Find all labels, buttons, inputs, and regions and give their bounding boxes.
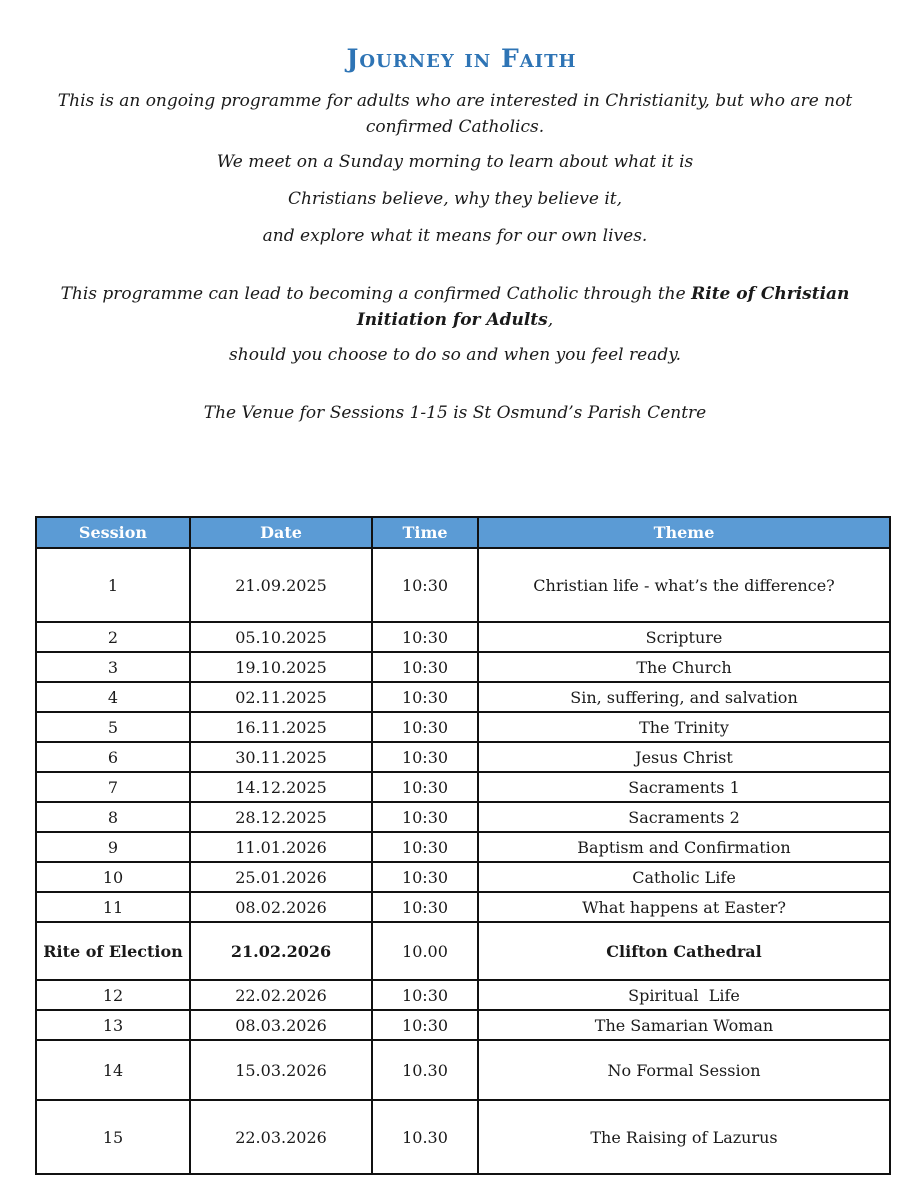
table-row xyxy=(36,652,890,682)
rcia-name: Rite of Christian Initiation for Adults xyxy=(356,284,850,330)
date-cell: 28.12.2025 xyxy=(190,802,372,832)
session-schedule-table xyxy=(35,516,891,1175)
date-cell: 21.09.2025 xyxy=(190,548,372,622)
session-cell: 7 xyxy=(36,772,190,802)
session-cell: 6 xyxy=(36,742,190,772)
theme-cell: Baptism and Confirmation xyxy=(478,832,890,862)
header-theme: Theme xyxy=(478,517,890,548)
time-cell: 10.30 xyxy=(372,1100,478,1174)
time-cell: 10:30 xyxy=(372,712,478,742)
table-row xyxy=(36,892,890,922)
date-cell: 22.02.2026 xyxy=(190,980,372,1010)
venue-note: The Venue for Sessions 1-15 is St Osmund’s Parish Centre xyxy=(203,403,707,423)
session-cell: 4 xyxy=(36,682,190,712)
time-cell: 10.30 xyxy=(372,1040,478,1100)
date-cell: 15.03.2026 xyxy=(190,1040,372,1100)
session-cell: 1 xyxy=(36,548,190,622)
time-cell: 10:30 xyxy=(372,802,478,832)
session-cell: 2 xyxy=(36,622,190,652)
theme-cell: Scripture xyxy=(478,622,890,652)
theme-cell: Christian life - what’s the difference? xyxy=(478,548,890,622)
theme-cell: Catholic Life xyxy=(478,862,890,892)
date-cell: 14.12.2025 xyxy=(190,772,372,802)
table-row xyxy=(36,1100,890,1174)
time-cell: 10:30 xyxy=(372,980,478,1010)
time-cell: 10:30 xyxy=(372,622,478,652)
table-row xyxy=(36,832,890,862)
theme-cell: The Raising of Lazurus xyxy=(478,1100,890,1174)
date-cell: 22.03.2026 xyxy=(190,1100,372,1174)
session-cell: 5 xyxy=(36,712,190,742)
header-session: Session xyxy=(36,517,190,548)
intro-line: should you choose to do so and when you feel ready. xyxy=(229,345,681,365)
header-date: Date xyxy=(190,517,372,548)
date-cell: 30.11.2025 xyxy=(190,742,372,772)
session-cell: 13 xyxy=(36,1010,190,1040)
table-row xyxy=(36,548,890,622)
date-cell: 25.01.2026 xyxy=(190,862,372,892)
date-cell: 05.10.2025 xyxy=(190,622,372,652)
theme-cell: What happens at Easter? xyxy=(478,892,890,922)
date-cell: 08.02.2026 xyxy=(190,892,372,922)
date-cell: 21.02.2026 xyxy=(190,922,372,980)
time-cell: 10:30 xyxy=(372,548,478,622)
time-cell: 10:30 xyxy=(372,832,478,862)
table-row xyxy=(36,1040,890,1100)
table-row xyxy=(36,682,890,712)
date-cell: 16.11.2025 xyxy=(190,712,372,742)
table-row xyxy=(36,1010,890,1040)
intro-line: We meet on a Sunday morning to learn about what it is xyxy=(216,152,694,172)
session-cell: 14 xyxy=(36,1040,190,1100)
time-cell: 10:30 xyxy=(372,682,478,712)
time-cell: 10:30 xyxy=(372,862,478,892)
table-header-row xyxy=(36,517,890,548)
theme-cell: The Trinity xyxy=(478,712,890,742)
time-cell: 10:30 xyxy=(372,742,478,772)
table-row xyxy=(36,980,890,1010)
date-cell: 11.01.2026 xyxy=(190,832,372,862)
header-time: Time xyxy=(372,517,478,548)
theme-cell: No Formal Session xyxy=(478,1040,890,1100)
session-cell: 12 xyxy=(36,980,190,1010)
theme-cell: Jesus Christ xyxy=(478,742,890,772)
rcia-text: This programme can lead to becoming a confirmed Catholic through the xyxy=(60,284,692,304)
intro-line: Christians believe, why they believe it, xyxy=(287,189,623,209)
theme-cell: Sacraments 2 xyxy=(478,802,890,832)
date-cell: 19.10.2025 xyxy=(190,652,372,682)
table-row xyxy=(36,622,890,652)
session-cell: 9 xyxy=(36,832,190,862)
time-cell: 10.00 xyxy=(372,922,478,980)
time-cell: 10:30 xyxy=(372,892,478,922)
table-row xyxy=(36,802,890,832)
time-cell: 10:30 xyxy=(372,1010,478,1040)
intro-paragraph: This is an ongoing programme for adults who are interested in Christianity, but who are not confirmed Catholics. xyxy=(57,91,853,137)
rcia-paragraph xyxy=(55,281,855,333)
theme-cell: The Samarian Woman xyxy=(478,1010,890,1040)
rcia-suffix: , xyxy=(547,310,554,330)
intro-text xyxy=(55,88,855,426)
theme-cell: The Church xyxy=(478,652,890,682)
session-cell: 3 xyxy=(36,652,190,682)
table-row xyxy=(36,712,890,742)
table-row-rite-of-election xyxy=(36,922,890,980)
session-cell: 15 xyxy=(36,1100,190,1174)
table-row xyxy=(36,772,890,802)
session-cell: 11 xyxy=(36,892,190,922)
date-cell: 08.03.2026 xyxy=(190,1010,372,1040)
session-cell: Rite of Election xyxy=(36,922,190,980)
session-cell: 8 xyxy=(36,802,190,832)
intro-line: and explore what it means for our own lives. xyxy=(262,226,648,246)
session-cell: 10 xyxy=(36,862,190,892)
date-cell: 02.11.2025 xyxy=(190,682,372,712)
theme-cell: Clifton Cathedral xyxy=(478,922,890,980)
table-row xyxy=(36,862,890,892)
theme-cell: Sacraments 1 xyxy=(478,772,890,802)
time-cell: 10:30 xyxy=(372,652,478,682)
theme-cell: Sin, suffering, and salvation xyxy=(478,682,890,712)
table-row xyxy=(36,742,890,772)
time-cell: 10:30 xyxy=(372,772,478,802)
theme-cell: Spiritual Life xyxy=(478,980,890,1010)
page-title: Journey in Faith xyxy=(346,44,577,73)
